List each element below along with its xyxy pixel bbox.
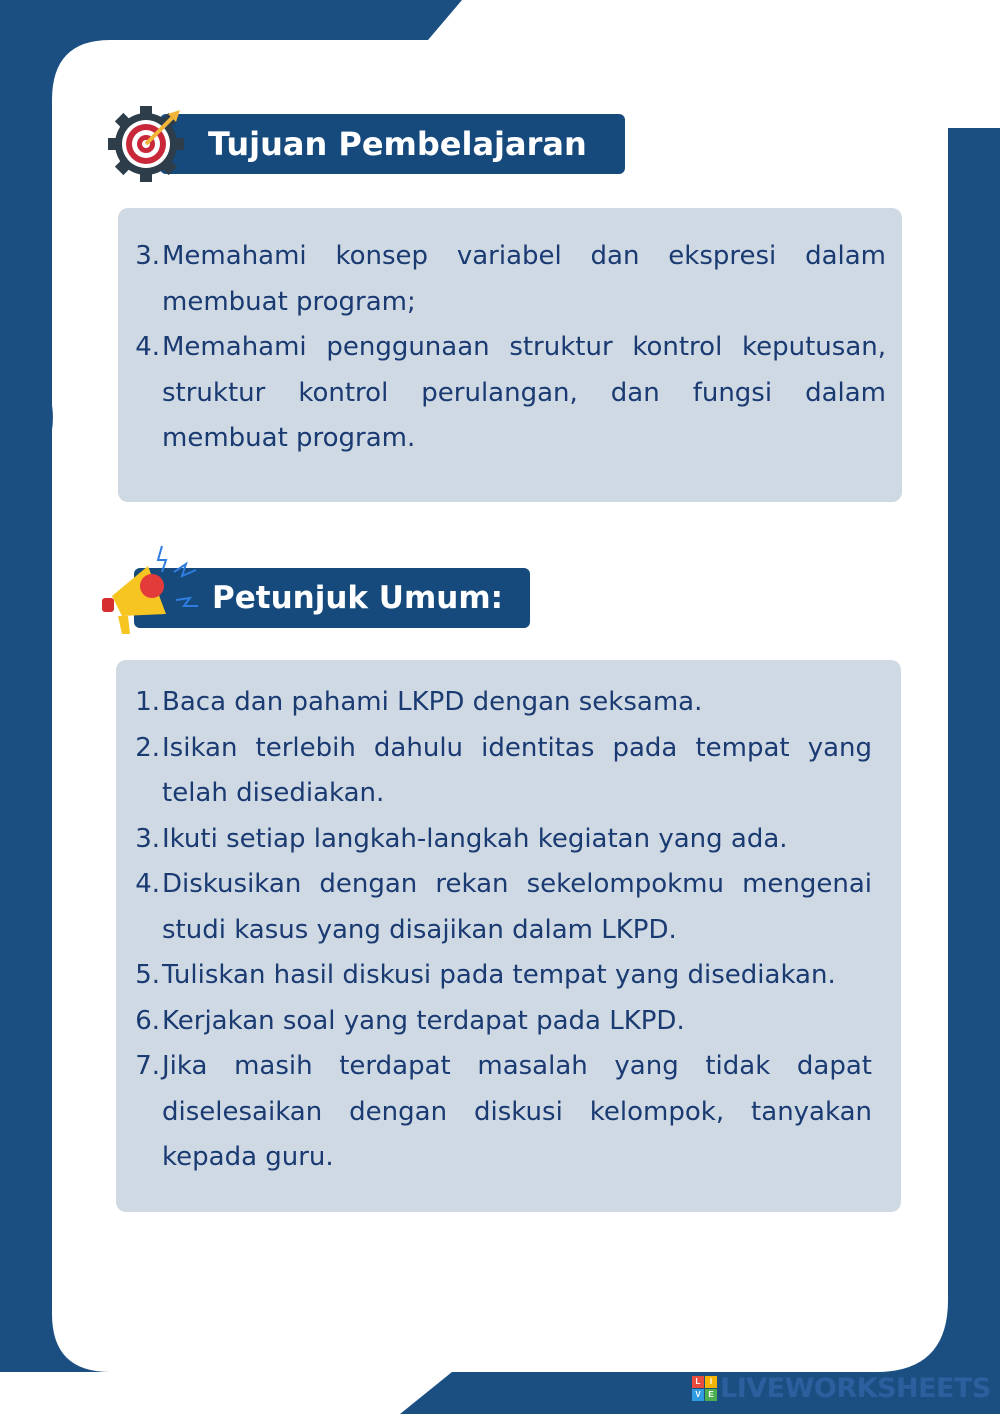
heading-label: Tujuan Pembelajaran [208, 125, 587, 163]
petunjuk-list [128, 680, 872, 1181]
list-item: 7. Jika masih terdapat masalah yang tidak dapat diselesaikan dengan diskusi kelompok, tanyakan kepada guru. [135, 1051, 872, 1172]
list-item: 2. Isikan terlebih dahulu identitas pada tempat yang telah disediakan. [135, 732, 872, 808]
liveworksheets-watermark[interactable] [692, 1373, 991, 1404]
heading-label: Petunjuk Umum: [212, 580, 504, 616]
liveworksheets-logo-icon: L I V E [692, 1376, 717, 1401]
list-item: 3. Ikuti setiap langkah-langkah kegiatan yang ada. [135, 823, 788, 854]
target-gear-icon [106, 104, 186, 184]
list-item: 3. Memahami konsep variabel dan ekspresi dalam membuat program; [135, 241, 886, 317]
tujuan-list [128, 234, 886, 462]
list-item: 4. Diskusikan dengan rekan sekelompokmu mengenai studi kasus yang disajikan dalam LKPD. [135, 869, 872, 945]
liveworksheets-text: LIVEWORKSHEETS [720, 1373, 991, 1404]
list-item: 6. Kerjakan soal yang terdapat pada LKPD. [135, 1005, 685, 1036]
list-item: 4. Memahami penggunaan struktur kontrol keputusan, struktur kontrol perulangan, dan fungsi dalam membuat program. [135, 332, 886, 453]
left-blue-shape [0, 300, 53, 560]
heading-tujuan-pembelajaran [160, 114, 625, 174]
list-item: 5. Tuliskan hasil diskusi pada tempat yang disediakan. [135, 960, 836, 990]
right-blue-shape [948, 128, 1000, 590]
left-lower-blue-shape [0, 860, 52, 1372]
list-item: 1. Baca dan pahami LKPD dengan seksama. [135, 687, 703, 717]
megaphone-icon [100, 542, 210, 638]
right-lower-blue-shape [948, 860, 1000, 1414]
